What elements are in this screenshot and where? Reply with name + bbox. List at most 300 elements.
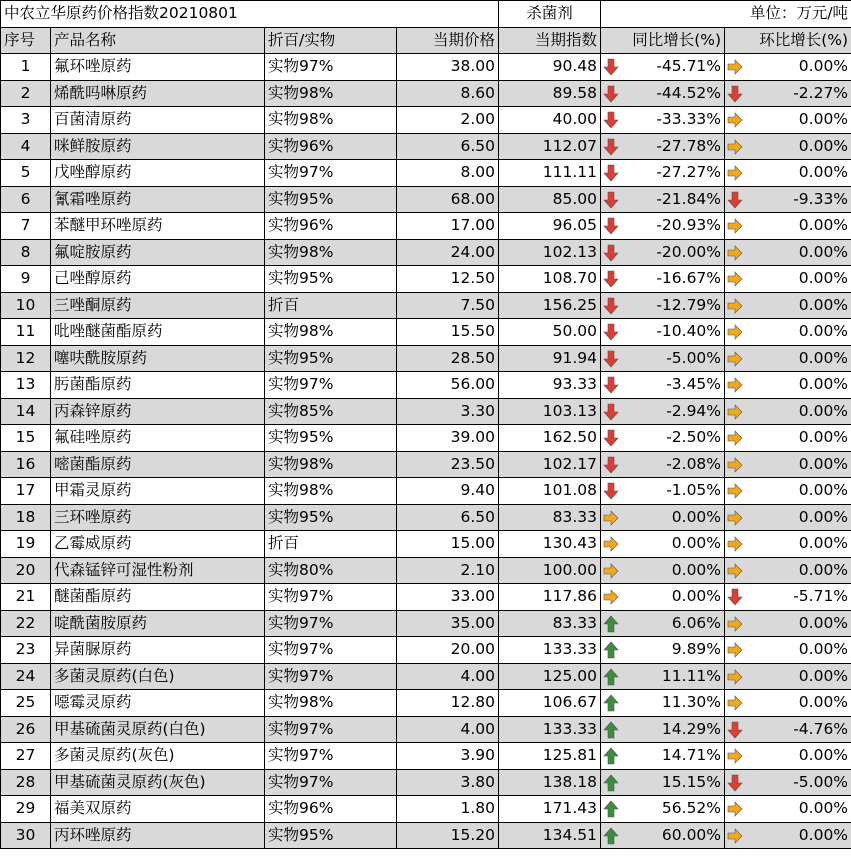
mom-change-cell bbox=[725, 319, 851, 346]
row-number: 25 bbox=[1, 690, 51, 717]
right-arrow-icon bbox=[727, 482, 743, 500]
mom-change-value: 0.00% bbox=[798, 216, 849, 235]
mom-change-value: 0.00% bbox=[798, 560, 849, 579]
current-price: 68.00 bbox=[397, 186, 499, 213]
product-spec: 实物97% bbox=[265, 610, 397, 637]
row-number: 27 bbox=[1, 743, 51, 770]
current-index: 162.50 bbox=[499, 425, 601, 452]
table-row bbox=[1, 743, 851, 770]
product-name: 福美双原药 bbox=[51, 796, 265, 823]
mom-change-value: 0.00% bbox=[798, 348, 849, 367]
down-arrow-icon bbox=[603, 297, 619, 315]
product-name: 丙森锌原药 bbox=[51, 398, 265, 425]
table-row bbox=[1, 160, 851, 187]
down-arrow-icon bbox=[727, 85, 743, 103]
table-row bbox=[1, 637, 851, 664]
mom-change-cell bbox=[725, 266, 851, 293]
product-spec: 实物98% bbox=[265, 690, 397, 717]
current-index: 93.33 bbox=[499, 372, 601, 399]
yoy-change-cell bbox=[601, 504, 725, 531]
current-index: 125.00 bbox=[499, 663, 601, 690]
current-price: 35.00 bbox=[397, 610, 499, 637]
current-price: 39.00 bbox=[397, 425, 499, 452]
product-name: 戊唑醇原药 bbox=[51, 160, 265, 187]
row-number: 22 bbox=[1, 610, 51, 637]
yoy-change-value: -45.71% bbox=[656, 57, 722, 76]
mom-change-cell bbox=[725, 663, 851, 690]
up-arrow-icon bbox=[603, 827, 619, 845]
current-price: 4.00 bbox=[397, 716, 499, 743]
yoy-change-value: 15.15% bbox=[661, 772, 722, 791]
mom-change-cell bbox=[725, 160, 851, 187]
yoy-change-cell bbox=[601, 239, 725, 266]
current-index: 101.08 bbox=[499, 478, 601, 505]
yoy-change-value: -16.67% bbox=[656, 269, 722, 288]
table-row bbox=[1, 186, 851, 213]
mom-change-cell bbox=[725, 531, 851, 558]
current-index: 83.33 bbox=[499, 610, 601, 637]
yoy-change-cell bbox=[601, 160, 725, 187]
yoy-change-value: 0.00% bbox=[671, 560, 722, 579]
up-arrow-icon bbox=[603, 800, 619, 818]
right-arrow-icon bbox=[727, 615, 743, 633]
table-row bbox=[1, 266, 851, 293]
yoy-change-cell bbox=[601, 319, 725, 346]
mom-change-value: 0.00% bbox=[798, 507, 849, 526]
table-row bbox=[1, 796, 851, 823]
yoy-change-value: -3.45% bbox=[666, 375, 722, 394]
product-name: 氰霜唑原药 bbox=[51, 186, 265, 213]
down-arrow-icon bbox=[603, 138, 619, 156]
yoy-change-cell bbox=[601, 372, 725, 399]
mom-change-value: 0.00% bbox=[798, 401, 849, 420]
product-name: 嘧菌酯原药 bbox=[51, 451, 265, 478]
down-arrow-icon bbox=[603, 323, 619, 341]
row-number: 7 bbox=[1, 213, 51, 240]
table-row bbox=[1, 213, 851, 240]
right-arrow-icon bbox=[727, 164, 743, 182]
row-number: 14 bbox=[1, 398, 51, 425]
product-spec: 实物95% bbox=[265, 266, 397, 293]
row-number: 1 bbox=[1, 54, 51, 81]
yoy-change-value: 56.52% bbox=[661, 799, 722, 818]
mom-change-cell bbox=[725, 54, 851, 81]
product-name: 乙霉威原药 bbox=[51, 531, 265, 558]
current-price: 38.00 bbox=[397, 54, 499, 81]
row-number: 15 bbox=[1, 425, 51, 452]
yoy-change-cell bbox=[601, 478, 725, 505]
row-number: 3 bbox=[1, 107, 51, 134]
header-mom: 环比增长(%) bbox=[725, 27, 851, 54]
product-spec: 折百 bbox=[265, 531, 397, 558]
right-arrow-icon bbox=[727, 270, 743, 288]
yoy-change-value: 14.29% bbox=[661, 719, 722, 738]
mom-change-cell bbox=[725, 716, 851, 743]
mom-change-value: 0.00% bbox=[798, 613, 849, 632]
mom-change-cell bbox=[725, 186, 851, 213]
down-arrow-icon bbox=[727, 721, 743, 739]
current-price: 3.90 bbox=[397, 743, 499, 770]
yoy-change-cell bbox=[601, 80, 725, 107]
current-index: 133.33 bbox=[499, 716, 601, 743]
yoy-change-value: 60.00% bbox=[661, 825, 722, 844]
table-row bbox=[1, 769, 851, 796]
right-arrow-icon bbox=[727, 827, 743, 845]
mom-change-cell bbox=[725, 372, 851, 399]
current-index: 96.05 bbox=[499, 213, 601, 240]
row-number: 20 bbox=[1, 557, 51, 584]
down-arrow-icon bbox=[603, 58, 619, 76]
current-price: 6.50 bbox=[397, 133, 499, 160]
mom-change-value: -9.33% bbox=[793, 189, 849, 208]
current-price: 15.20 bbox=[397, 822, 499, 849]
product-name: 多菌灵原药(灰色) bbox=[51, 743, 265, 770]
yoy-change-value: 6.06% bbox=[671, 613, 722, 632]
header-name: 产品名称 bbox=[51, 27, 265, 54]
product-spec: 实物97% bbox=[265, 769, 397, 796]
table-row bbox=[1, 54, 851, 81]
current-index: 111.11 bbox=[499, 160, 601, 187]
mom-change-cell bbox=[725, 345, 851, 372]
table-row bbox=[1, 478, 851, 505]
row-number: 21 bbox=[1, 584, 51, 611]
current-index: 91.94 bbox=[499, 345, 601, 372]
right-arrow-icon bbox=[727, 138, 743, 156]
mom-change-cell bbox=[725, 133, 851, 160]
current-price: 3.30 bbox=[397, 398, 499, 425]
right-arrow-icon bbox=[727, 429, 743, 447]
yoy-change-value: 14.71% bbox=[661, 746, 722, 765]
down-arrow-icon bbox=[603, 376, 619, 394]
product-name: 噁霉灵原药 bbox=[51, 690, 265, 717]
current-index: 117.86 bbox=[499, 584, 601, 611]
yoy-change-value: -27.78% bbox=[656, 136, 722, 155]
product-spec: 实物98% bbox=[265, 319, 397, 346]
yoy-change-value: -44.52% bbox=[656, 83, 722, 102]
current-index: 138.18 bbox=[499, 769, 601, 796]
current-index: 108.70 bbox=[499, 266, 601, 293]
product-name: 噻呋酰胺原药 bbox=[51, 345, 265, 372]
product-spec: 实物85% bbox=[265, 398, 397, 425]
product-spec: 实物97% bbox=[265, 160, 397, 187]
yoy-change-cell bbox=[601, 690, 725, 717]
table-row bbox=[1, 239, 851, 266]
right-arrow-icon bbox=[727, 297, 743, 315]
mom-change-value: 0.00% bbox=[798, 693, 849, 712]
current-index: 89.58 bbox=[499, 80, 601, 107]
product-spec: 实物95% bbox=[265, 504, 397, 531]
mom-change-cell bbox=[725, 822, 851, 849]
right-arrow-icon bbox=[727, 456, 743, 474]
mom-change-value: 0.00% bbox=[798, 295, 849, 314]
table-row bbox=[1, 133, 851, 160]
row-number: 26 bbox=[1, 716, 51, 743]
right-arrow-icon bbox=[727, 668, 743, 686]
right-arrow-icon bbox=[727, 323, 743, 341]
mom-change-cell bbox=[725, 398, 851, 425]
current-index: 130.43 bbox=[499, 531, 601, 558]
mom-change-cell bbox=[725, 769, 851, 796]
mom-change-value: -5.00% bbox=[793, 772, 849, 791]
row-number: 29 bbox=[1, 796, 51, 823]
mom-change-cell bbox=[725, 107, 851, 134]
right-arrow-icon bbox=[603, 535, 619, 553]
row-number: 24 bbox=[1, 663, 51, 690]
mom-change-value: 0.00% bbox=[798, 640, 849, 659]
mom-change-cell bbox=[725, 690, 851, 717]
up-arrow-icon bbox=[603, 641, 619, 659]
yoy-change-cell bbox=[601, 398, 725, 425]
product-name: 肟菌酯原药 bbox=[51, 372, 265, 399]
mom-change-value: 0.00% bbox=[798, 799, 849, 818]
current-index: 40.00 bbox=[499, 107, 601, 134]
right-arrow-icon bbox=[727, 747, 743, 765]
yoy-change-value: -10.40% bbox=[656, 322, 722, 341]
product-spec: 实物98% bbox=[265, 107, 397, 134]
product-spec: 实物97% bbox=[265, 637, 397, 664]
right-arrow-icon bbox=[603, 588, 619, 606]
table-row bbox=[1, 319, 851, 346]
mom-change-value: -4.76% bbox=[793, 719, 849, 738]
down-arrow-icon bbox=[603, 270, 619, 288]
table-row bbox=[1, 610, 851, 637]
up-arrow-icon bbox=[603, 721, 619, 739]
product-spec: 实物97% bbox=[265, 743, 397, 770]
product-spec: 实物96% bbox=[265, 133, 397, 160]
mom-change-cell bbox=[725, 557, 851, 584]
table-row bbox=[1, 584, 851, 611]
yoy-change-value: 0.00% bbox=[671, 534, 722, 553]
yoy-change-cell bbox=[601, 107, 725, 134]
product-name: 氟硅唑原药 bbox=[51, 425, 265, 452]
mom-change-cell bbox=[725, 743, 851, 770]
product-name: 己唑醇原药 bbox=[51, 266, 265, 293]
product-spec: 实物96% bbox=[265, 796, 397, 823]
yoy-change-value: -1.05% bbox=[666, 481, 722, 500]
row-number: 28 bbox=[1, 769, 51, 796]
current-price: 56.00 bbox=[397, 372, 499, 399]
mom-change-cell bbox=[725, 292, 851, 319]
product-name: 咪鲜胺原药 bbox=[51, 133, 265, 160]
mom-change-value: -5.71% bbox=[793, 587, 849, 606]
product-spec: 实物95% bbox=[265, 822, 397, 849]
down-arrow-icon bbox=[727, 191, 743, 209]
current-index: 90.48 bbox=[499, 54, 601, 81]
product-name: 烯酰吗啉原药 bbox=[51, 80, 265, 107]
header-row bbox=[1, 27, 851, 54]
current-price: 12.80 bbox=[397, 690, 499, 717]
mom-change-value: -2.27% bbox=[793, 83, 849, 102]
right-arrow-icon bbox=[727, 509, 743, 527]
table-row bbox=[1, 345, 851, 372]
category-label: 杀菌剂 bbox=[499, 1, 601, 28]
current-price: 23.50 bbox=[397, 451, 499, 478]
yoy-change-cell bbox=[601, 743, 725, 770]
down-arrow-icon bbox=[603, 191, 619, 209]
mom-change-value: 0.00% bbox=[798, 136, 849, 155]
product-name: 异菌脲原药 bbox=[51, 637, 265, 664]
current-price: 20.00 bbox=[397, 637, 499, 664]
current-index: 125.81 bbox=[499, 743, 601, 770]
yoy-change-cell bbox=[601, 213, 725, 240]
table-row bbox=[1, 372, 851, 399]
yoy-change-cell bbox=[601, 345, 725, 372]
down-arrow-icon bbox=[603, 244, 619, 262]
mom-change-value: 0.00% bbox=[798, 746, 849, 765]
mom-change-value: 0.00% bbox=[798, 375, 849, 394]
up-arrow-icon bbox=[603, 668, 619, 686]
current-price: 7.50 bbox=[397, 292, 499, 319]
yoy-change-cell bbox=[601, 637, 725, 664]
table-row bbox=[1, 822, 851, 849]
current-price: 2.00 bbox=[397, 107, 499, 134]
current-price: 8.00 bbox=[397, 160, 499, 187]
down-arrow-icon bbox=[603, 217, 619, 235]
row-number: 6 bbox=[1, 186, 51, 213]
product-name: 氟环唑原药 bbox=[51, 54, 265, 81]
current-index: 106.67 bbox=[499, 690, 601, 717]
sheet-title: 中农立华原药价格指数20210801 bbox=[1, 1, 499, 28]
mom-change-cell bbox=[725, 478, 851, 505]
right-arrow-icon bbox=[727, 694, 743, 712]
up-arrow-icon bbox=[603, 747, 619, 765]
product-spec: 实物96% bbox=[265, 213, 397, 240]
current-index: 83.33 bbox=[499, 504, 601, 531]
header-no: 序号 bbox=[1, 27, 51, 54]
yoy-change-cell bbox=[601, 557, 725, 584]
current-index: 112.07 bbox=[499, 133, 601, 160]
row-number: 4 bbox=[1, 133, 51, 160]
current-price: 28.50 bbox=[397, 345, 499, 372]
yoy-change-value: -2.94% bbox=[666, 401, 722, 420]
right-arrow-icon bbox=[727, 376, 743, 394]
up-arrow-icon bbox=[603, 774, 619, 792]
row-number: 18 bbox=[1, 504, 51, 531]
mom-change-cell bbox=[725, 504, 851, 531]
mom-change-cell bbox=[725, 584, 851, 611]
current-price: 1.80 bbox=[397, 796, 499, 823]
current-index: 103.13 bbox=[499, 398, 601, 425]
title-row bbox=[1, 1, 851, 28]
mom-change-value: 0.00% bbox=[798, 534, 849, 553]
yoy-change-cell bbox=[601, 425, 725, 452]
header-index: 当期指数 bbox=[499, 27, 601, 54]
header-price: 当期价格 bbox=[397, 27, 499, 54]
current-price: 24.00 bbox=[397, 239, 499, 266]
right-arrow-icon bbox=[727, 244, 743, 262]
mom-change-value: 0.00% bbox=[798, 57, 849, 76]
current-price: 8.60 bbox=[397, 80, 499, 107]
yoy-change-value: -20.93% bbox=[656, 216, 722, 235]
product-spec: 实物97% bbox=[265, 54, 397, 81]
mom-change-cell bbox=[725, 80, 851, 107]
product-name: 三环唑原药 bbox=[51, 504, 265, 531]
table-row bbox=[1, 504, 851, 531]
header-spec: 折百/实物 bbox=[265, 27, 397, 54]
current-index: 85.00 bbox=[499, 186, 601, 213]
current-index: 156.25 bbox=[499, 292, 601, 319]
yoy-change-value: 9.89% bbox=[671, 640, 722, 659]
mom-change-value: 0.00% bbox=[798, 269, 849, 288]
mom-change-value: 0.00% bbox=[798, 322, 849, 341]
product-spec: 实物97% bbox=[265, 372, 397, 399]
yoy-change-cell bbox=[601, 716, 725, 743]
current-index: 102.17 bbox=[499, 451, 601, 478]
right-arrow-icon bbox=[603, 562, 619, 580]
right-arrow-icon bbox=[727, 111, 743, 129]
yoy-change-cell bbox=[601, 266, 725, 293]
current-price: 2.10 bbox=[397, 557, 499, 584]
mom-change-cell bbox=[725, 239, 851, 266]
table-row bbox=[1, 690, 851, 717]
row-number: 17 bbox=[1, 478, 51, 505]
table-row bbox=[1, 292, 851, 319]
product-spec: 实物98% bbox=[265, 80, 397, 107]
product-spec: 实物97% bbox=[265, 716, 397, 743]
current-price: 12.50 bbox=[397, 266, 499, 293]
table-row bbox=[1, 663, 851, 690]
right-arrow-icon bbox=[603, 509, 619, 527]
yoy-change-cell bbox=[601, 531, 725, 558]
product-name: 氟啶胺原药 bbox=[51, 239, 265, 266]
row-number: 9 bbox=[1, 266, 51, 293]
table-row bbox=[1, 531, 851, 558]
mom-change-value: 0.00% bbox=[798, 110, 849, 129]
row-number: 11 bbox=[1, 319, 51, 346]
row-number: 16 bbox=[1, 451, 51, 478]
product-name: 三唑酮原药 bbox=[51, 292, 265, 319]
right-arrow-icon bbox=[727, 641, 743, 659]
table-row bbox=[1, 398, 851, 425]
current-index: 133.33 bbox=[499, 637, 601, 664]
yoy-change-cell bbox=[601, 186, 725, 213]
current-price: 17.00 bbox=[397, 213, 499, 240]
current-price: 4.00 bbox=[397, 663, 499, 690]
right-arrow-icon bbox=[727, 562, 743, 580]
down-arrow-icon bbox=[603, 482, 619, 500]
product-spec: 实物97% bbox=[265, 663, 397, 690]
down-arrow-icon bbox=[603, 403, 619, 421]
mom-change-cell bbox=[725, 451, 851, 478]
product-name: 甲基硫菌灵原药(白色) bbox=[51, 716, 265, 743]
yoy-change-cell bbox=[601, 133, 725, 160]
yoy-change-cell bbox=[601, 54, 725, 81]
yoy-change-cell bbox=[601, 769, 725, 796]
product-spec: 实物80% bbox=[265, 557, 397, 584]
yoy-change-value: 0.00% bbox=[671, 507, 722, 526]
product-name: 醚菌酯原药 bbox=[51, 584, 265, 611]
right-arrow-icon bbox=[727, 58, 743, 76]
row-number: 8 bbox=[1, 239, 51, 266]
down-arrow-icon bbox=[603, 85, 619, 103]
current-index: 134.51 bbox=[499, 822, 601, 849]
right-arrow-icon bbox=[727, 800, 743, 818]
yoy-change-value: -2.08% bbox=[666, 454, 722, 473]
product-name: 百菌清原药 bbox=[51, 107, 265, 134]
mom-change-value: 0.00% bbox=[798, 428, 849, 447]
product-spec: 实物95% bbox=[265, 425, 397, 452]
product-spec: 实物97% bbox=[265, 584, 397, 611]
unit-label: 单位：万元/吨 bbox=[601, 1, 851, 28]
mom-change-value: 0.00% bbox=[798, 242, 849, 261]
mom-change-cell bbox=[725, 425, 851, 452]
current-price: 33.00 bbox=[397, 584, 499, 611]
row-number: 23 bbox=[1, 637, 51, 664]
table-row bbox=[1, 107, 851, 134]
mom-change-value: 0.00% bbox=[798, 825, 849, 844]
row-number: 13 bbox=[1, 372, 51, 399]
down-arrow-icon bbox=[603, 350, 619, 368]
